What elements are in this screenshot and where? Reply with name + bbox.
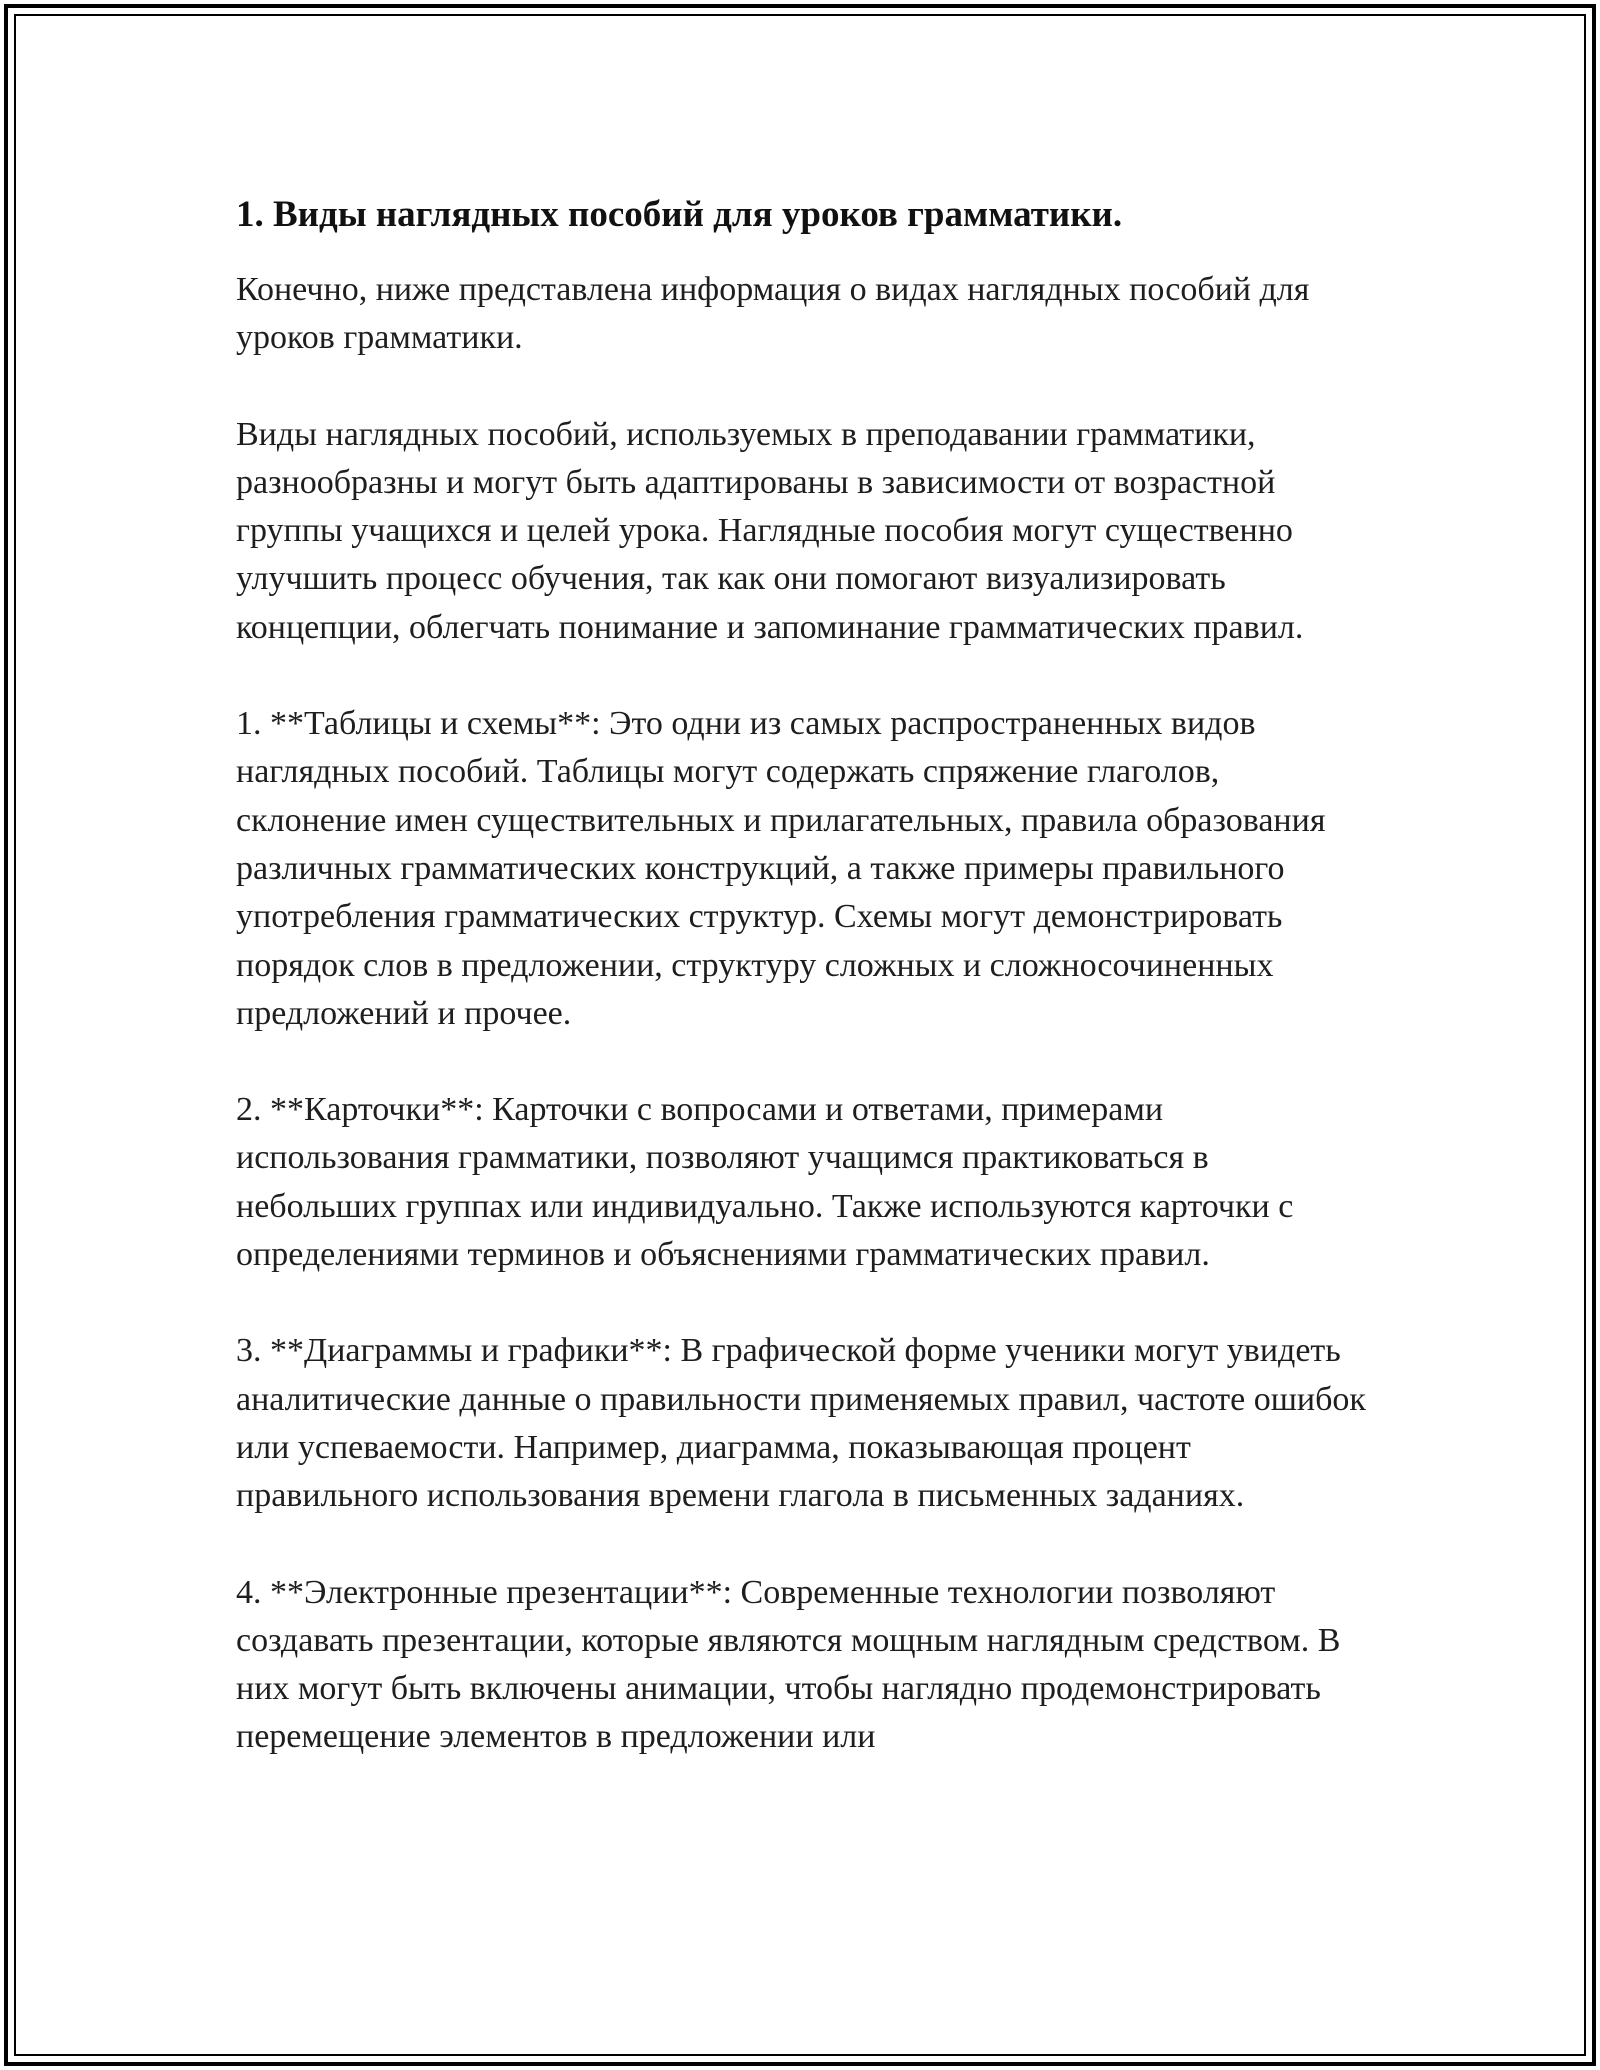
diagrams-and-graphs-paragraph: 3. **Диаграммы и графики**: В графической форме ученики могут увидеть аналитические данные о правильности применяемых правил, частоте ошибок или успеваемости. Например, диаграмма, показывающая процент правильного использования времени глагола в письменных заданиях. <box>236 1332 1366 1515</box>
cards-paragraph: 2. **Карточки**: Карточки с вопросами и ответами, примерами использования грамматики, позволяют учащимся практиковаться в небольших группах или индивидуально. Также используются карточки с определениями терминов и объяснениями грамматических правил. <box>236 1091 1294 1274</box>
electronic-presentations-paragraph: 4. **Электронные презентации**: Современные технологии позволяют создавать презентации, которые являются мощным наглядным средством. В них могут быть включены анимации, чтобы наглядно продемонстрировать перемещение элементов в предложении или <box>236 1573 1341 1756</box>
section-heading: 1. Виды наглядных пособий для уроков грамматики. <box>236 194 1123 235</box>
intro-paragraph: Конечно, ниже представлена информация о видах наглядных пособий для уроков грамматики. <box>236 271 1310 357</box>
document-body <box>236 188 1376 1810</box>
tables-and-schemes-paragraph: 1. **Таблицы и схемы**: Это одни из самых распространенных видов наглядных пособий. Таблицы могут содержать спряжение глаголов, склонение имен существительных и прилагательных, правила образования различных грамматических конструкций, а также примеры правильного употребления грамматических структур. Схемы могут демонстрировать порядок слов в предложении, структуру сложных и сложносочиненных предложений и прочее. <box>236 705 1326 1032</box>
overview-paragraph: Виды наглядных пособий, используемых в преподавании грамматики, разнообразны и могут быть адаптированы в зависимости от возрастной группы учащихся и целей урока. Наглядные пособия могут существенно улучшить процесс обучения, так как они помогают визуализировать концепции, облегчать понимание и запоминание грамматических правил. <box>236 415 1304 646</box>
